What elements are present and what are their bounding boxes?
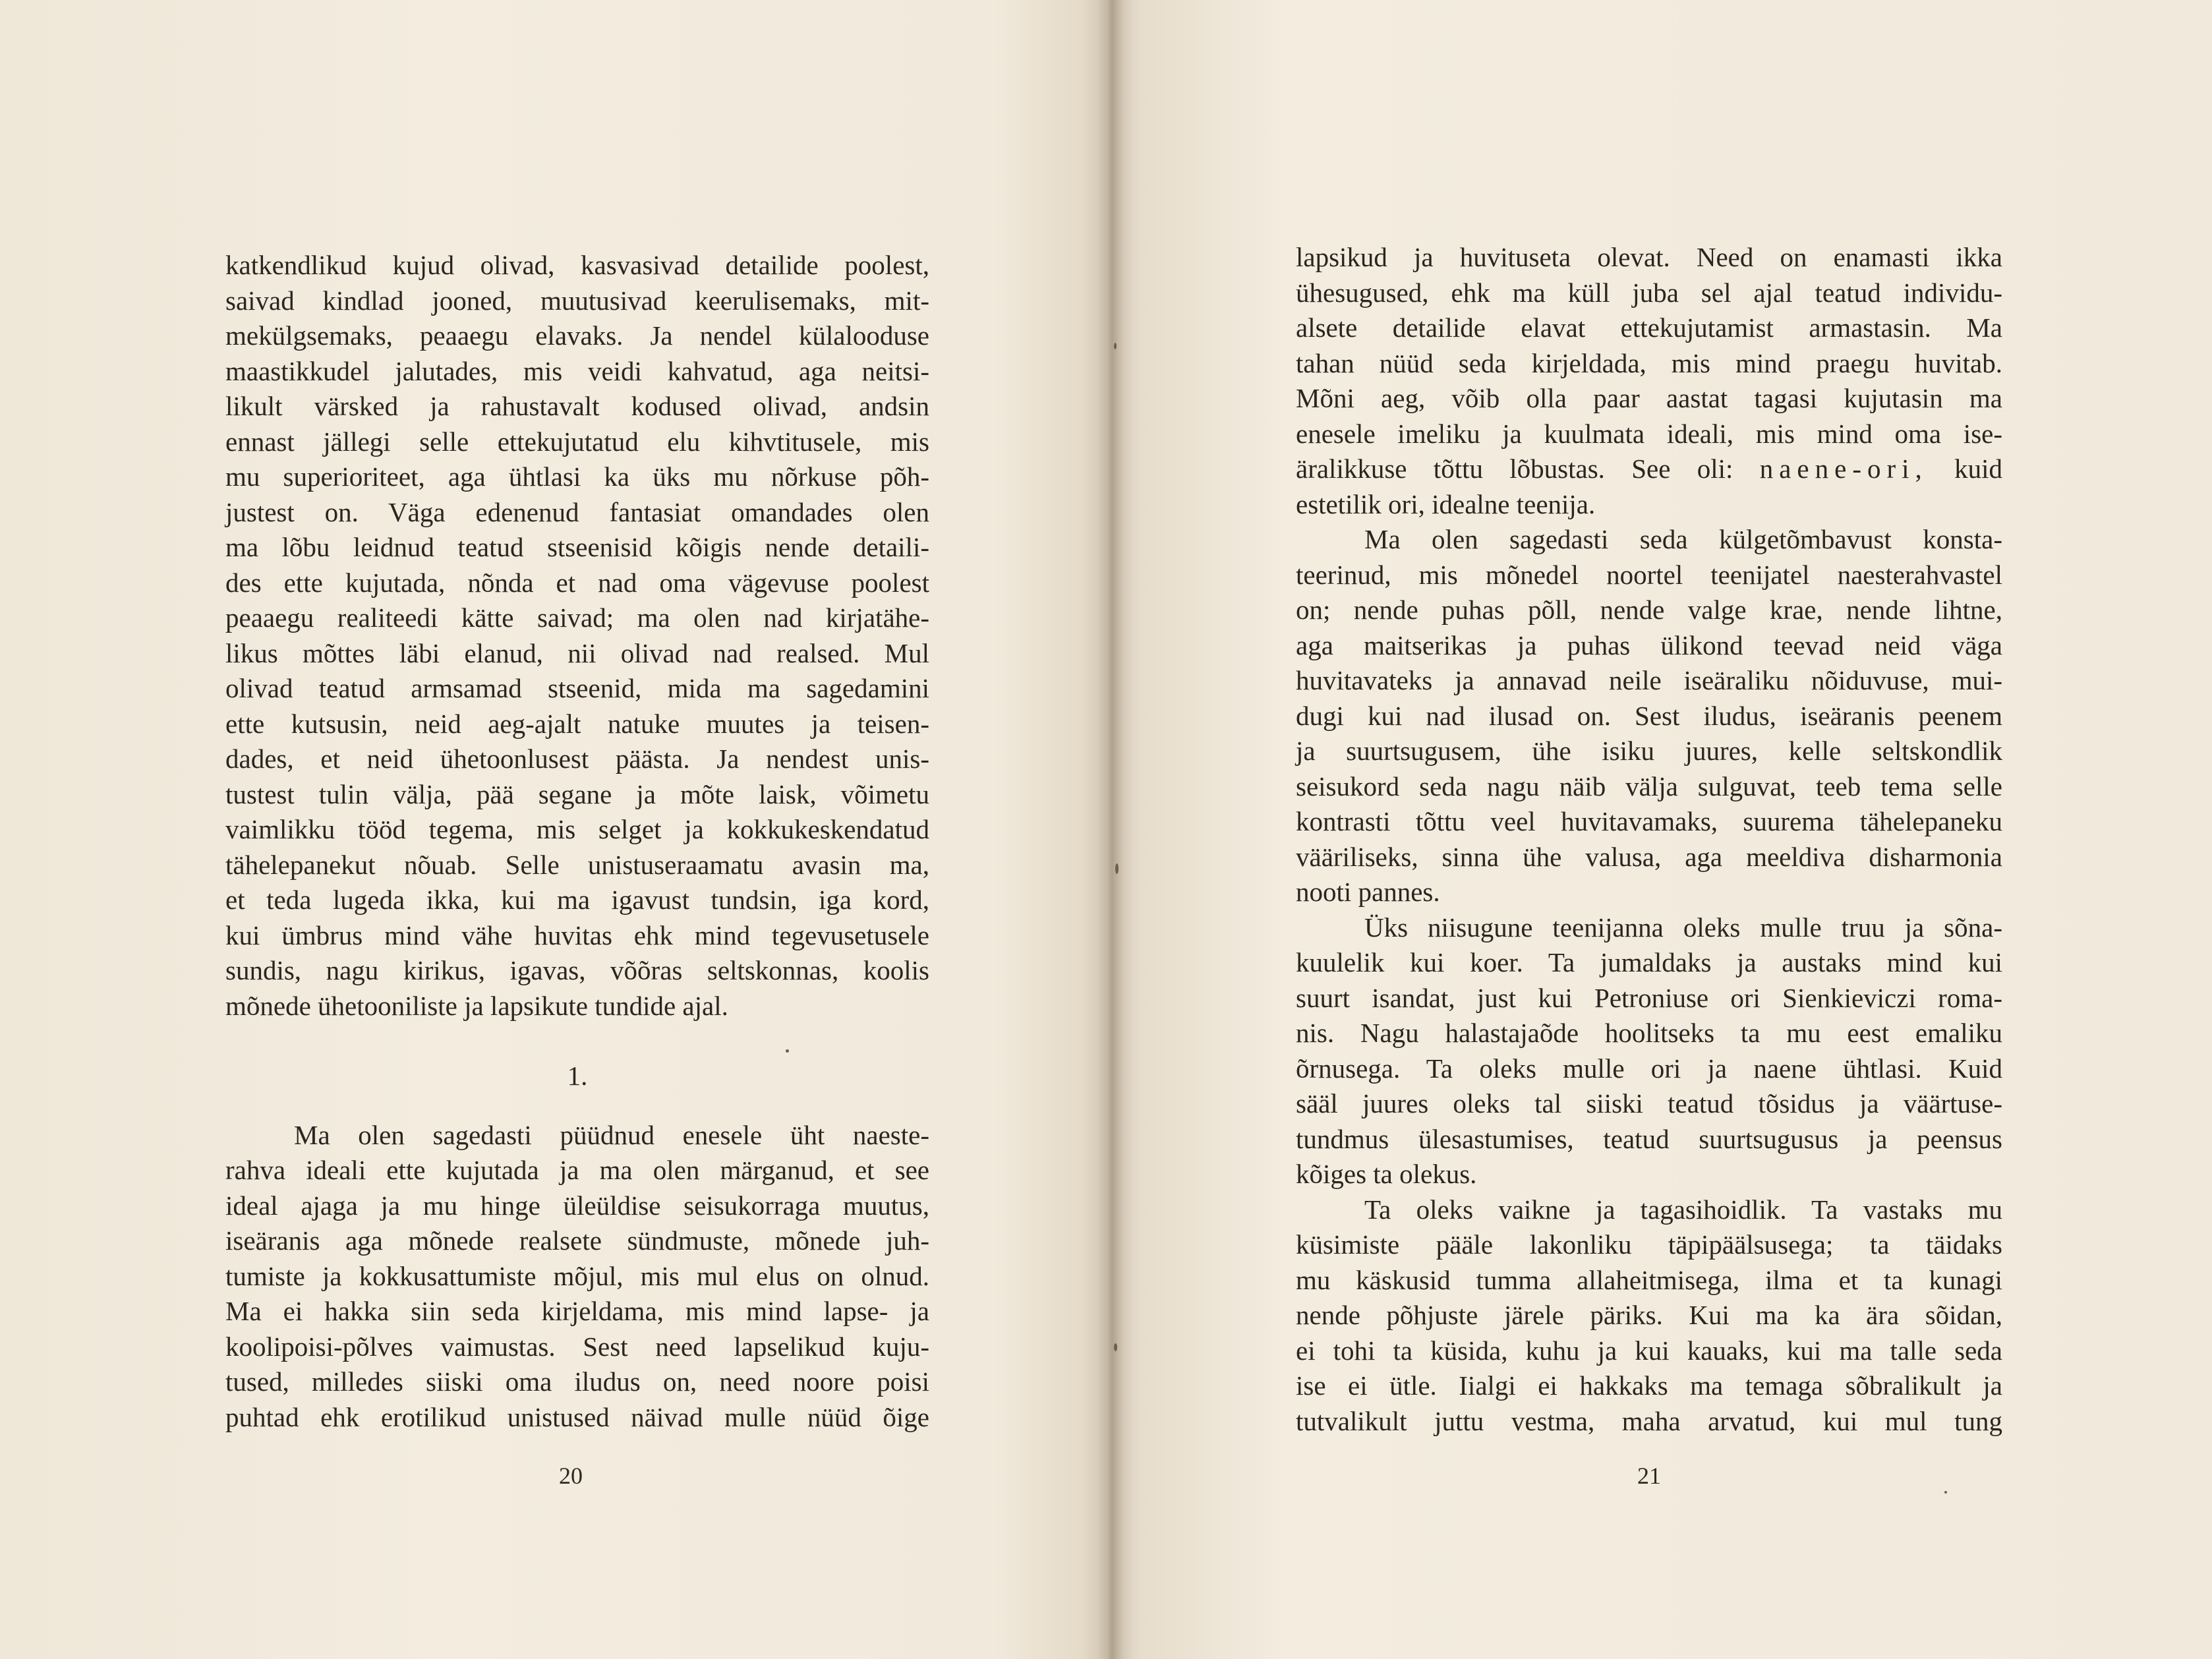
text-line: olivad teatud armsamad stseenid, mida ma sagedamini: [225, 673, 929, 703]
text-line: likult värsked ja rahustavalt kodused olivad, andsin: [225, 391, 929, 421]
text-line: nooti pannes.: [1296, 877, 1440, 907]
text-line: kui ümbrus mind vähe huvitas ehk mind tegevusetusele: [225, 919, 929, 950]
text-line: kõiges ta olekus.: [1296, 1159, 1477, 1189]
text-line: on; nende puhas põll, nende valge krae, nende lihtne,: [1296, 595, 2002, 625]
text-line: puhtad ehk erotilikud unistused näivad mulle nüüd õige: [225, 1401, 929, 1432]
text-line: mu käskusid tumma allaheitmisega, ilma et ta kunagi: [1296, 1264, 2002, 1295]
text-line: ette kutsusin, neid aeg-ajalt natuke muutes ja teisen-: [225, 708, 929, 739]
text-line: seisukord seda nagu näib välja sulguvat, teeb tema selle: [1296, 771, 2002, 801]
text-line: koolipoisi-põlves vaimustas. Sest need lapselikud kuju-: [225, 1331, 929, 1362]
paper-speck: [1115, 863, 1119, 874]
line-prefix: äralikkuse tõttu lõbustas. See oli:: [1296, 453, 1733, 484]
text-line: lapsikud ja huvituseta olevat. Need on enamasti ikka: [1296, 242, 2002, 272]
text-line: maastikkudel jalutades, mis veidi kahvatud, aga neitsi-: [225, 355, 929, 386]
text-line: alsete detailide elavat ettekujutamist armastasin. Ma: [1296, 312, 2002, 343]
text-line: tundmus ülesastumises, teatud suurtsugusus ja peensus: [1296, 1123, 2002, 1154]
paper-speck: [1114, 343, 1117, 349]
spaced-emphasis: naene-ori,: [1759, 453, 1928, 484]
line-suffix: kuid: [1954, 453, 2002, 484]
text-line: sääl juures oleks tal siiski teatud tõsidus ja väärtuse-: [1296, 1088, 2002, 1119]
text-line: katkendlikud kujud olivad, kasvasivad detailide poolest,: [225, 250, 929, 280]
text-line: küsimiste pääle lakonliku täpipäälsusega; ta täidaks: [1296, 1229, 2002, 1260]
left-page-text: [225, 248, 929, 1435]
text-line: et teda lugeda ikka, kui ma igavust tundsin, iga kord,: [225, 885, 929, 915]
text-line: nis. Nagu halastajaõde hoolitseks ta mu eest emaliku: [1296, 1018, 2002, 1048]
text-line: kuulelik kui koer. Ta jumaldaks ja austaks mind kui: [1296, 947, 2002, 977]
text-line: vaimlikku tööd tegema, mis selget ja kokkukeskendatud: [225, 814, 929, 844]
text-line: Üks niisugune teenijanna oleks mulle truu ja sõna-: [1364, 912, 2002, 943]
text-line: ma lõbu leidnud teatud stseenisid kõigis nende detaili-: [225, 532, 929, 562]
text-line: Ta oleks vaikne ja tagasihoidlik. Ta vastaks mu: [1364, 1194, 2002, 1225]
paper-speck: [1944, 1491, 1947, 1494]
text-line: saivad kindlad jooned, muutusivad keerulisemaks, mit-: [225, 285, 929, 316]
text-line: ise ei ütle. Iialgi ei hakkaks ma temaga sõbralikult ja: [1296, 1370, 2002, 1401]
text-line: sundis, nagu kirikus, igavas, võõras seltskonnas, koolis: [225, 955, 929, 985]
text-line: kontrasti tõttu veel huvitavamaks, suurema tähelepaneku: [1296, 806, 2002, 836]
text-line: ennast jällegi selle ettekujutatud elu kihvtitusele, mis: [225, 426, 929, 457]
paper-speck: [786, 1049, 789, 1053]
text-line: likus mõttes läbi elanud, nii olivad nad realsed. Mul: [225, 637, 929, 668]
text-line: tused, milledes siiski oma iludus on, need noore poisi: [225, 1366, 929, 1397]
text-line: dades, et neid ühetoonlusest päästa. Ja nendest unis-: [225, 743, 929, 774]
text-line: justest on. Väga edenenud fantasiat omandades olen: [225, 496, 929, 527]
text-line: aga maitserikas ja puhas ülikond teevad neid väga: [1296, 629, 2002, 660]
text-line: mekülgsemaks, peaaegu elavaks. Ja nendel külalooduse: [225, 320, 929, 351]
text-line: mõnede ühetooniliste ja lapsikute tundide ajal.: [225, 990, 728, 1021]
text-line: peaaegu realiteedi kätte saivad; ma olen nad kirjatähe-: [225, 602, 929, 633]
text-line: teerinud, mis mõnedel noortel teenijatel naesterahvastel: [1296, 559, 2002, 590]
text-line: Mõni aeg, võib olla paar aastat tagasi kujutasin ma: [1296, 383, 2002, 413]
paper-speck: [1114, 1343, 1117, 1351]
text-line: enesele imeliku ja kuulmata ideali, mis mind oma ise-: [1296, 418, 2002, 449]
text-line: Ma olen sagedasti püüdnud enesele üht naeste-: [294, 1119, 929, 1150]
text-line: ideal ajaga ja mu hinge üleüldise seisukorraga muutus,: [225, 1190, 929, 1221]
text-line: ühesugused, ehk ma küll juba sel ajal teatud individu-: [1296, 277, 2002, 308]
text-line-spaced-word: [1296, 451, 2002, 487]
text-line: tutvalikult juttu vestma, maha arvatud, kui mul tung: [1296, 1405, 2002, 1436]
right-page: [1099, 0, 2212, 1659]
right-page-text: [1296, 240, 2002, 1439]
text-line: des ette kujutada, nõnda et nad oma vägevuse poolest: [225, 567, 929, 598]
text-line: Ma ei hakka siin seda kirjeldama, mis mind lapse- ja: [225, 1296, 929, 1326]
text-line: rahva ideali ette kujutada ja ma olen märganud, et see: [225, 1155, 929, 1185]
text-line: huvitavateks ja annavad neile iseäraliku nõiduvuse, mui-: [1296, 665, 2002, 695]
text-line: ei tohi ta küsida, kuhu ja kui kauaks, kui ma talle seda: [1296, 1335, 2002, 1366]
text-line: ja suurtsugusem, ühe isiku juures, kelle seltskondlik: [1296, 736, 2002, 766]
text-line: nende põhjuste järele päriks. Kui ma ka ära sõidan,: [1296, 1300, 2002, 1330]
text-line: estetilik ori, idealne teenija.: [1296, 488, 1596, 519]
text-line: õrnusega. Ta oleks mulle ori ja naene ühtlasi. Kuid: [1296, 1053, 2002, 1084]
text-line: Ma olen sagedasti seda külgetõmbavust konsta-: [1364, 524, 2002, 554]
text-line: tustest tulin välja, pää segane ja mõte laisk, võimetu: [225, 778, 929, 809]
text-line: mu superioriteet, aga ühtlasi ka üks mu nõrkuse põh-: [225, 461, 929, 492]
text-line: suurt isandat, just kui Petroniuse ori Sienkieviczi roma-: [1296, 982, 2002, 1013]
text-line: tähelepanekut nõuab. Selle unistuseraamatu avasin ma,: [225, 849, 929, 880]
text-line: vääriliseks, sinna ühe valusa, aga meeldiva disharmonia: [1296, 841, 2002, 872]
text-line: tumiste ja kokkusattumiste mõjul, mis mul elus on olnud.: [225, 1260, 929, 1291]
page-number-left: 20: [559, 1463, 583, 1489]
page-number-right: 21: [1637, 1463, 1661, 1489]
text-line: tahan nüüd seda kirjeldada, mis mind praegu huvitab.: [1296, 347, 2002, 378]
chapter-number: 1.: [567, 1061, 588, 1091]
text-line: iseäranis aga mõnede realsete sündmuste, mõnede juh-: [225, 1225, 929, 1256]
left-page: [0, 0, 1099, 1659]
text-line: dugi kui nad ilusad on. Sest iludus, iseäranis peenem: [1296, 700, 2002, 731]
